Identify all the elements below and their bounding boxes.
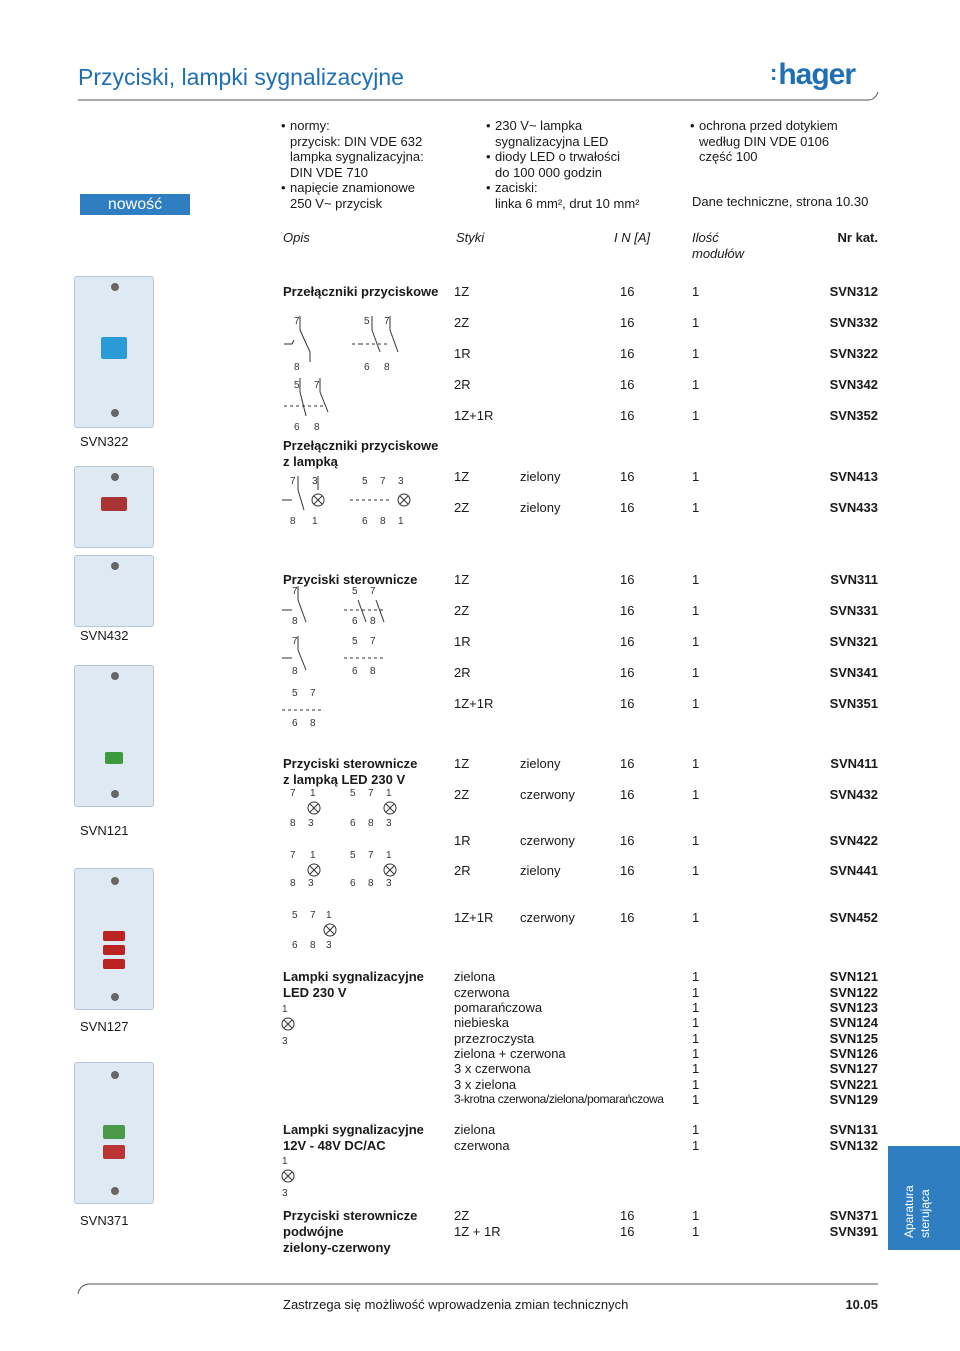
svg-text:7: 7 xyxy=(370,586,376,597)
svg-text:7: 7 xyxy=(292,636,298,647)
modules-cell: 1 xyxy=(692,1061,700,1076)
catalog-number: SVN122 xyxy=(829,985,878,1000)
contacts-cell: niebieska xyxy=(454,1015,509,1030)
svg-text:5: 5 xyxy=(350,788,356,799)
catalog-number: SVN123 xyxy=(829,1000,878,1015)
color-cell: zielony xyxy=(520,469,561,484)
current-cell: 16 xyxy=(620,346,635,361)
svg-text:8: 8 xyxy=(370,666,376,677)
modules-cell: 1 xyxy=(692,1046,700,1061)
modules-cell: 1 xyxy=(692,969,700,984)
contacts-cell: 2R xyxy=(454,665,471,680)
catalog-number: SVN312 xyxy=(829,284,878,299)
contacts-cell: 2Z xyxy=(454,500,470,515)
svg-text:3: 3 xyxy=(386,818,392,829)
color-cell: czerwony xyxy=(520,910,575,925)
svg-text:8: 8 xyxy=(380,516,386,527)
spec-col-2: • 230 V~ lampka sygnalizacyjna LED • diody LED o trwałości do 100 000 godzin • zaciski: linka 6 mm², drut 10 mm² xyxy=(486,118,639,212)
current-cell: 16 xyxy=(620,315,635,330)
svg-text:3: 3 xyxy=(308,878,314,889)
svg-text:5: 5 xyxy=(294,380,300,391)
modules-cell: 1 xyxy=(692,1000,700,1015)
modules-cell: 1 xyxy=(692,1092,700,1107)
current-cell: 16 xyxy=(620,603,635,618)
modules-cell: 1 xyxy=(692,910,700,925)
svg-text:7: 7 xyxy=(290,476,296,487)
modules-cell: 1 xyxy=(692,572,700,587)
modules-cell: 1 xyxy=(692,1031,700,1046)
switch-lamp-schematic xyxy=(280,474,420,530)
table-row xyxy=(0,1208,878,1224)
hager-logo: :hager xyxy=(770,58,856,91)
modules-cell: 1 xyxy=(692,408,700,423)
catalog-number: SVN441 xyxy=(829,863,878,878)
svg-text:6: 6 xyxy=(350,818,356,829)
svg-text:7: 7 xyxy=(314,380,320,391)
catalog-number: SVN342 xyxy=(829,377,878,392)
svg-text:3: 3 xyxy=(386,878,392,889)
current-cell: 16 xyxy=(620,787,635,802)
svg-text:7: 7 xyxy=(310,910,316,921)
current-cell: 16 xyxy=(620,833,635,848)
svg-text:1: 1 xyxy=(282,1004,288,1015)
svg-text:1: 1 xyxy=(312,516,318,527)
current-cell: 16 xyxy=(620,408,635,423)
section-tab: Aparatura sterująca xyxy=(888,1146,960,1250)
contacts-cell: czerwona xyxy=(454,1138,510,1153)
image-label: SVN322 xyxy=(80,434,129,449)
product-image-svn413 xyxy=(74,466,154,548)
pushbutton-lamp-schematic xyxy=(280,786,400,954)
svg-text:7: 7 xyxy=(290,788,296,799)
current-cell: 16 xyxy=(620,284,635,299)
catalog-number: SVN311 xyxy=(830,572,878,587)
catalog-number: SVN127 xyxy=(829,1061,878,1076)
catalog-number: SVN121 xyxy=(829,969,878,984)
svg-text:7: 7 xyxy=(368,850,374,861)
catalog-number: SVN352 xyxy=(829,408,878,423)
svg-text:8: 8 xyxy=(310,718,316,729)
table-row xyxy=(0,1046,878,1062)
current-cell: 16 xyxy=(620,634,635,649)
svg-text:1: 1 xyxy=(326,910,332,921)
table-row xyxy=(0,634,878,650)
svg-text:1: 1 xyxy=(398,516,404,527)
group-title: Lampki sygnalizacyjne 12V - 48V DC/AC xyxy=(283,1122,424,1153)
current-cell: 16 xyxy=(620,910,635,925)
contacts-cell: 1Z+1R xyxy=(454,408,494,423)
svg-text:5: 5 xyxy=(362,476,368,487)
svg-text:7: 7 xyxy=(292,586,298,597)
catalog-number: SVN422 xyxy=(829,833,878,848)
contacts-cell: 1Z+1R xyxy=(454,910,494,925)
svg-text:8: 8 xyxy=(384,362,390,373)
lamp-schematic xyxy=(280,1154,310,1198)
catalog-number: SVN332 xyxy=(829,315,878,330)
page-title: Przyciski, lampki sygnalizacyjne xyxy=(78,64,404,90)
contacts-cell: 1Z xyxy=(454,572,470,587)
svg-text:8: 8 xyxy=(290,878,296,889)
contacts-cell: pomarańczowa xyxy=(454,1000,543,1015)
catalog-number: SVN432 xyxy=(829,787,878,802)
svg-text:8: 8 xyxy=(292,666,298,677)
modules-cell: 1 xyxy=(692,1224,700,1239)
modules-cell: 1 xyxy=(692,346,700,361)
modules-cell: 1 xyxy=(692,756,700,771)
catalog-number: SVN131 xyxy=(829,1122,878,1137)
contacts-cell: 2Z xyxy=(454,315,470,330)
current-cell: 16 xyxy=(620,377,635,392)
svg-text:6: 6 xyxy=(352,616,358,627)
contacts-cell: 2R xyxy=(454,863,471,878)
contacts-cell: 2R xyxy=(454,377,471,392)
contacts-cell: 3 x czerwona xyxy=(454,1061,531,1076)
catalog-number: SVN124 xyxy=(829,1015,878,1030)
modules-cell: 1 xyxy=(692,665,700,680)
catalog-number: SVN413 xyxy=(829,469,878,484)
col-moduly: modułów xyxy=(692,246,745,261)
contacts-cell: 2Z xyxy=(454,787,470,802)
contacts-cell: 1R xyxy=(454,346,471,361)
modules-cell: 1 xyxy=(692,603,700,618)
color-cell: zielony xyxy=(520,863,561,878)
product-image-svn411 xyxy=(74,665,154,807)
modules-cell: 1 xyxy=(692,985,700,1000)
contacts-cell: 2Z xyxy=(454,1208,470,1223)
spec-col-1: • normy: przycisk: DIN VDE 632 lampka sygnalizacyjna: DIN VDE 710 • napięcie znamionowe 250 V~ przycisk xyxy=(281,118,424,212)
tech-data-note: Dane techniczne, strona 10.30 xyxy=(692,194,869,209)
modules-cell: 1 xyxy=(692,787,700,802)
current-cell: 16 xyxy=(620,1208,635,1223)
table-row xyxy=(0,1224,878,1240)
modules-cell: 1 xyxy=(692,1077,700,1092)
group-title: Przełączniki przyciskowe xyxy=(283,284,439,299)
svg-text:1: 1 xyxy=(282,1156,288,1167)
color-cell: zielony xyxy=(520,500,561,515)
contacts-cell: 1R xyxy=(454,833,471,848)
catalog-number: SVN126 xyxy=(829,1046,878,1061)
svg-text:3: 3 xyxy=(398,476,404,487)
current-cell: 16 xyxy=(620,500,635,515)
col-ilosc: Ilość xyxy=(692,230,719,245)
modules-cell: 1 xyxy=(692,1122,700,1137)
contacts-cell: 1Z+1R xyxy=(454,696,494,711)
catalog-number: SVN321 xyxy=(829,634,878,649)
svg-text:5: 5 xyxy=(364,316,370,327)
color-cell: czerwony xyxy=(520,787,575,802)
current-cell: 16 xyxy=(620,863,635,878)
svg-text:8: 8 xyxy=(314,422,320,433)
svg-text:5: 5 xyxy=(350,850,356,861)
modules-cell: 1 xyxy=(692,696,700,711)
image-label: SVN127 xyxy=(80,1019,129,1034)
svg-text:8: 8 xyxy=(294,362,300,373)
page-number: 10.05 xyxy=(845,1297,878,1312)
catalog-number: SVN433 xyxy=(829,500,878,515)
contacts-cell: 1Z xyxy=(454,469,470,484)
current-cell: 16 xyxy=(620,469,635,484)
svg-text:8: 8 xyxy=(292,616,298,627)
table-row xyxy=(0,833,878,849)
svg-text:1: 1 xyxy=(310,850,316,861)
lamp-schematic xyxy=(280,1002,310,1046)
contacts-cell: 3-krotna czerwona/zielona/pomarańczowa xyxy=(454,1092,664,1106)
catalog-number: SVN132 xyxy=(829,1138,878,1153)
svg-text:8: 8 xyxy=(368,878,374,889)
col-in: I N [A] xyxy=(614,230,651,245)
contacts-cell: zielona + czerwona xyxy=(454,1046,566,1061)
svg-text:7: 7 xyxy=(290,850,296,861)
svg-text:8: 8 xyxy=(368,818,374,829)
spec-col-3: • ochrona przed dotykiem według DIN VDE 0106 część 100 xyxy=(690,118,838,165)
svg-text:6: 6 xyxy=(362,516,368,527)
svg-text:1: 1 xyxy=(386,850,392,861)
modules-cell: 1 xyxy=(692,833,700,848)
modules-cell: 1 xyxy=(692,634,700,649)
product-image-svn432 xyxy=(74,555,154,627)
modules-cell: 1 xyxy=(692,377,700,392)
catalog-number: SVN351 xyxy=(829,696,878,711)
catalog-number: SVN322 xyxy=(829,346,878,361)
svg-text:5: 5 xyxy=(292,910,298,921)
contacts-cell: przezroczysta xyxy=(454,1031,535,1046)
color-cell: zielony xyxy=(520,756,561,771)
catalog-number: SVN371 xyxy=(829,1208,878,1223)
svg-text:5: 5 xyxy=(352,586,358,597)
current-cell: 16 xyxy=(620,696,635,711)
svg-text:3: 3 xyxy=(308,818,314,829)
group-title: Lampki sygnalizacyjne LED 230 V xyxy=(283,969,424,1000)
catalog-number: SVN331 xyxy=(829,603,878,618)
catalog-number: SVN411 xyxy=(830,756,878,771)
svg-text:6: 6 xyxy=(292,940,298,951)
product-image-svn322 xyxy=(74,276,154,428)
table-row xyxy=(0,1015,878,1031)
current-cell: 16 xyxy=(620,1224,635,1239)
contacts-cell: 3 x zielona xyxy=(454,1077,517,1092)
svg-text:7: 7 xyxy=(310,688,316,699)
contacts-cell: czerwona xyxy=(454,985,510,1000)
pushbutton-schematic xyxy=(280,584,400,728)
svg-text:6: 6 xyxy=(294,422,300,433)
contacts-cell: zielona xyxy=(454,969,496,984)
catalog-number: SVN452 xyxy=(829,910,878,925)
modules-cell: 1 xyxy=(692,1015,700,1030)
col-opis: Opis xyxy=(283,230,310,245)
svg-text:6: 6 xyxy=(352,666,358,677)
svg-text:6: 6 xyxy=(364,362,370,373)
table-row xyxy=(0,1031,878,1047)
svg-text:3: 3 xyxy=(282,1188,288,1199)
contacts-cell: 1Z xyxy=(454,284,470,299)
contacts-cell: zielona xyxy=(454,1122,496,1137)
svg-text:8: 8 xyxy=(290,818,296,829)
group-title: Przyciski sterownicze podwójne zielony-czerwony xyxy=(283,1208,418,1255)
catalog-number: SVN221 xyxy=(829,1077,878,1092)
modules-cell: 1 xyxy=(692,863,700,878)
switch-schematic xyxy=(280,312,400,432)
svg-text:8: 8 xyxy=(290,516,296,527)
group-title: Przełączniki przyciskowe z lampką xyxy=(283,438,439,469)
modules-cell: 1 xyxy=(692,469,700,484)
modules-cell: 1 xyxy=(692,315,700,330)
current-cell: 16 xyxy=(620,665,635,680)
svg-text:6: 6 xyxy=(350,878,356,889)
catalog-number: SVN391 xyxy=(829,1224,878,1239)
catalog-number: SVN341 xyxy=(829,665,878,680)
svg-text:5: 5 xyxy=(292,688,298,699)
catalog-number: SVN125 xyxy=(829,1031,878,1046)
svg-text:3: 3 xyxy=(282,1036,288,1047)
svg-text:5: 5 xyxy=(352,636,358,647)
svg-text:8: 8 xyxy=(370,616,376,627)
image-label: SVN371 xyxy=(80,1213,129,1228)
group-title: Przyciski sterownicze xyxy=(283,572,418,587)
col-styki: Styki xyxy=(456,230,485,245)
product-image-svn371 xyxy=(74,1062,154,1204)
svg-text:8: 8 xyxy=(310,940,316,951)
svg-text:7: 7 xyxy=(368,788,374,799)
svg-text:6: 6 xyxy=(292,718,298,729)
new-badge: nowość xyxy=(80,194,190,215)
svg-text:7: 7 xyxy=(380,476,386,487)
svg-text:7: 7 xyxy=(370,636,376,647)
modules-cell: 1 xyxy=(692,1138,700,1153)
contacts-cell: 1Z xyxy=(454,756,470,771)
svg-text:3: 3 xyxy=(312,476,318,487)
color-cell: czerwony xyxy=(520,833,575,848)
contacts-cell: 1R xyxy=(454,634,471,649)
contacts-cell: 2Z xyxy=(454,603,470,618)
col-nr: Nr kat. xyxy=(837,230,878,245)
image-label: SVN432 xyxy=(80,628,129,643)
current-cell: 16 xyxy=(620,572,635,587)
current-cell: 16 xyxy=(620,756,635,771)
product-image-svn127 xyxy=(74,868,154,1010)
contacts-cell: 1Z + 1R xyxy=(454,1224,501,1239)
footer-text: Zastrzega się możliwość wprowadzenia zmian technicznych xyxy=(283,1297,629,1312)
modules-cell: 1 xyxy=(692,500,700,515)
svg-text:3: 3 xyxy=(326,940,332,951)
svg-text:1: 1 xyxy=(310,788,316,799)
group-title: Przyciski sterownicze z lampką LED 230 V xyxy=(283,756,418,787)
svg-text:7: 7 xyxy=(384,316,390,327)
image-label: SVN121 xyxy=(80,823,129,838)
modules-cell: 1 xyxy=(692,1208,700,1223)
catalog-number: SVN129 xyxy=(829,1092,878,1107)
svg-text:7: 7 xyxy=(294,316,300,327)
modules-cell: 1 xyxy=(692,284,700,299)
svg-text:1: 1 xyxy=(386,788,392,799)
